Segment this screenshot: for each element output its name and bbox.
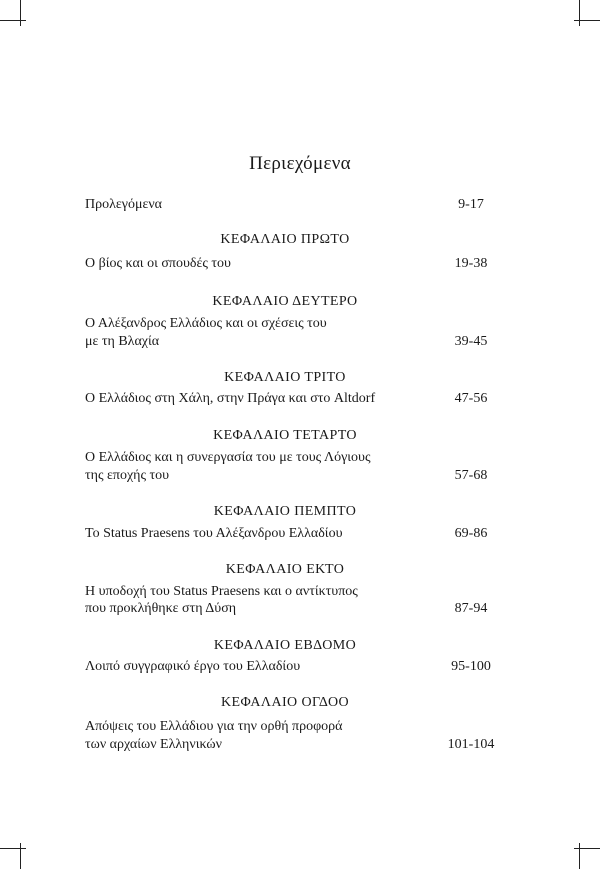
chapter-heading: ΚΕΦΑΛΑΙΟ ΠΕΜΠΤΟ: [213, 504, 357, 519]
chapter-pages: 95-100: [451, 659, 491, 674]
crop-mark-bottom-left-h: [0, 848, 26, 849]
chapter-pages: 87-94: [454, 601, 488, 616]
chapter-heading: ΚΕΦΑΛΑΙΟ ΕΚΤΟ: [225, 562, 345, 577]
crop-mark-bottom-left: [20, 843, 21, 869]
chapter-heading: ΚΕΦΑΛΑΙΟ ΤΕΤΑΡΤΟ: [213, 428, 357, 443]
chapter-pages: 39-45: [454, 334, 488, 349]
chapter-title-line: Ο Αλέξανδρος Ελλάδιος και οι σχέσεις του: [85, 316, 327, 331]
crop-mark-top-right: [579, 0, 580, 26]
chapter-title-line: Λοιπό συγγραφικό έργο του Ελλαδίου: [85, 659, 301, 674]
chapter-title-line: Η υποδοχή του Status Praesens και ο αντίκτυπος: [85, 584, 358, 599]
chapter-heading: ΚΕΦΑΛΑΙΟ ΠΡΩΤΟ: [220, 232, 350, 247]
chapter-title-line: των αρχαίων Ελληνικών: [85, 737, 222, 752]
chapter-heading: ΚΕΦΑΛΑΙΟ ΔΕΥΤΕΡΟ: [212, 294, 358, 309]
crop-mark-top-right-h: [574, 20, 600, 21]
chapter-pages: 47-56: [454, 391, 488, 406]
crop-mark-bottom-right-h: [574, 848, 600, 849]
chapter-pages: 57-68: [454, 468, 488, 483]
crop-mark-bottom-right: [579, 843, 580, 869]
chapter-pages: 101-104: [447, 737, 495, 752]
chapter-heading: ΚΕΦΑΛΑΙΟ ΕΒΔΟΜΟ: [213, 638, 357, 653]
chapter-title-line: Ο Ελλάδιος και η συνεργασία του με τους Λόγιους: [85, 450, 371, 465]
chapter-title-line: To Status Praesens του Αλέξανδρου Ελλαδίου: [85, 526, 343, 541]
prologue-pages: 9-17: [458, 197, 484, 212]
prologue-title: Προλεγόμενα: [85, 197, 162, 212]
chapter-title-line: Απόψεις του Ελλάδιου για την ορθή προφορά: [85, 719, 343, 734]
chapter-title-line: που προκλήθηκε στη Δύση: [85, 601, 237, 616]
chapter-heading: ΚΕΦΑΛΑΙΟ ΟΓΔΟΟ: [221, 695, 349, 710]
crop-mark-top-left: [20, 0, 21, 26]
chapter-pages: 69-86: [454, 526, 488, 541]
chapter-heading: ΚΕΦΑΛΑΙΟ ΤΡΙΤΟ: [224, 370, 346, 385]
chapter-title-line: με τη Βλαχία: [85, 334, 160, 349]
chapter-pages: 19-38: [454, 256, 488, 271]
toc-title: Περιεχόμενα: [249, 153, 351, 174]
chapter-title-line: Ο Ελλάδιος στη Χάλη, στην Πράγα και στο Altdorf: [85, 391, 376, 406]
chapter-title-line: Ο βίος και οι σπουδές του: [85, 256, 231, 271]
crop-mark-top-left-h: [0, 20, 26, 21]
chapter-title-line: της εποχής του: [85, 468, 170, 483]
